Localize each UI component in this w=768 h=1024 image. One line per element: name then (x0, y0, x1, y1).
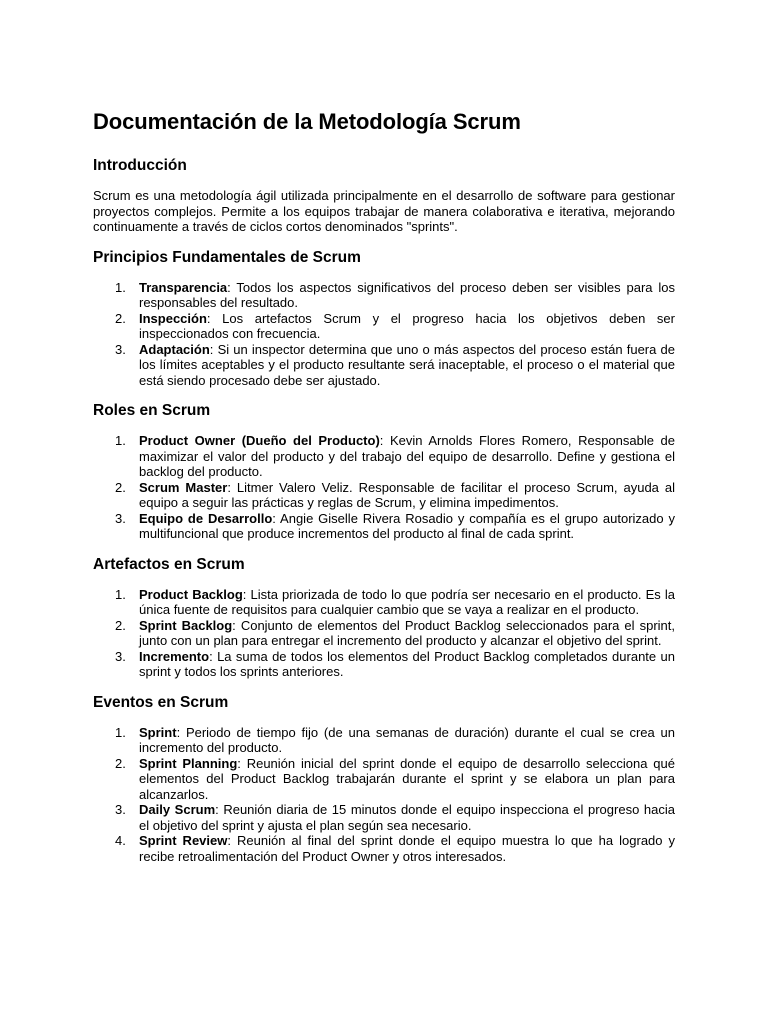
intro-paragraph: Scrum es una metodología ágil utilizada principalmente en el desarrollo de software para gestionar proyectos complejos. Permite a los equipos trabajar de manera colaborativa e iterativa, mejorando continuamente a través de ciclos cortos denominados "sprints". (93, 188, 675, 234)
list-item-number: 4. (115, 833, 126, 848)
list-item-description: : Los artefactos Scrum y el progreso hacia los objetivos deben ser inspeccionados con frecuencia. (139, 310, 675, 341)
list-item-description: : Angie Giselle Rivera Rosadio y compañía es el grupo autorizado y multifuncional que produce incrementos del producto al final de cada sprint. (139, 510, 675, 541)
list-item-description: : Conjunto de elementos del Product Backlog seleccionados para el sprint, junto con un plan para entregar el incremento del producto y alcanzar el objetivo del sprint. (139, 617, 675, 648)
document-page (93, 108, 675, 864)
list-item-term: Incremento (139, 648, 210, 664)
list-item-term: Product Backlog (139, 586, 243, 602)
section-heading: Roles en Scrum (93, 402, 211, 419)
list-item-description: : Periodo de tiempo fijo (de una semanas de duración) durante el cual se crea un incremento del producto. (139, 724, 675, 755)
section-heading: Principios Fundamentales de Scrum (93, 248, 361, 266)
list-item-description: : Litmer Valero Veliz. Responsable de facilitar el proceso Scrum, ayuda al equipo a seguir las prácticas y reglas de Scrum, y elimina impedimentos. (139, 479, 675, 510)
list-item (93, 511, 675, 542)
list-item-number: 2. (115, 310, 126, 326)
list-item-term: Product Owner (Dueño del Producto) (139, 433, 380, 448)
list-item-number: 1. (115, 279, 126, 295)
list-item (93, 342, 675, 389)
list-item-description: : La suma de todos los elementos del Product Backlog completados durante un sprint y todos los sprints anteriores. (139, 648, 675, 679)
list-item (93, 649, 675, 680)
list-item (93, 756, 675, 803)
sections-container (93, 248, 675, 865)
list-item-number: 2. (115, 479, 126, 495)
list-item-number: 1. (115, 724, 126, 740)
list-item (93, 618, 675, 649)
section-heading: Artefactos en Scrum (93, 555, 245, 573)
list-item-description: : Kevin Arnolds Flores Romero, Responsable de maximizar el valor del producto y del trabajo del equipo de desarrollo. Define y gestiona el backlog del producto. (139, 433, 675, 479)
list-item-number: 3. (115, 341, 126, 357)
list-item (93, 311, 675, 342)
list-item-term: Equipo de Desarrollo (139, 510, 273, 526)
list-item-term: Sprint Review (139, 833, 228, 848)
list-item-term: Inspección (139, 310, 207, 326)
numbered-list (93, 280, 675, 389)
numbered-list (93, 433, 675, 542)
numbered-list (93, 725, 675, 865)
list-item-term: Daily Scrum (139, 802, 216, 817)
list-item-number: 3. (115, 510, 126, 526)
list-item (93, 725, 675, 756)
list-item-number: 2. (115, 617, 126, 633)
section-heading: Eventos en Scrum (93, 693, 229, 711)
list-item-number: 1. (115, 433, 126, 448)
list-item-term: Sprint Planning (139, 755, 238, 771)
document-title: Documentación de la Metodología Scrum (93, 109, 521, 134)
list-item (93, 833, 675, 864)
intro-heading: Introducción (93, 157, 187, 174)
list-item (93, 587, 675, 618)
list-item-description: : Todos los aspectos significativos del proceso deben ser visibles para los responsables del resultado. (139, 279, 675, 310)
list-item (93, 280, 675, 311)
numbered-list (93, 587, 675, 680)
list-item-description: : Reunión diaria de 15 minutos donde el equipo inspecciona el progreso hacia el objetivo del sprint y ajusta el plan según sea necesario. (139, 802, 675, 833)
list-item-number: 2. (115, 755, 126, 771)
list-item-description: : Reunión al final del sprint donde el equipo muestra lo que ha logrado y recibe retroalimentación del Product Owner y otros interesados. (139, 833, 676, 864)
list-item-number: 3. (115, 648, 126, 664)
list-item-term: Sprint (139, 724, 177, 740)
list-item-description: : Lista priorizada de todo lo que podría ser necesario en el producto. Es la única fuente de requisitos para cualquier cambio que se vaya a realizar en el producto. (139, 586, 675, 617)
list-item (93, 433, 675, 480)
list-item-description: : Reunión inicial del sprint donde el equipo de desarrollo selecciona qué elementos del Product Backlog trabajarán durante el sprint y se elabora un plan para alcanzarlos. (139, 755, 675, 802)
list-item (93, 802, 675, 833)
list-item-number: 3. (115, 802, 126, 817)
list-item-number: 1. (115, 586, 126, 602)
list-item-description: : Si un inspector determina que uno o más aspectos del proceso están fuera de los límites aceptables y el producto resultante será inaceptable, el proceso o el material que está siendo procesado debe ser ajustado. (139, 341, 675, 388)
list-item (93, 480, 675, 511)
list-item-term: Transparencia (139, 279, 228, 295)
list-item-term: Scrum Master (139, 479, 228, 495)
list-item-term: Adaptación (139, 341, 210, 357)
list-item-term: Sprint Backlog (139, 617, 233, 633)
